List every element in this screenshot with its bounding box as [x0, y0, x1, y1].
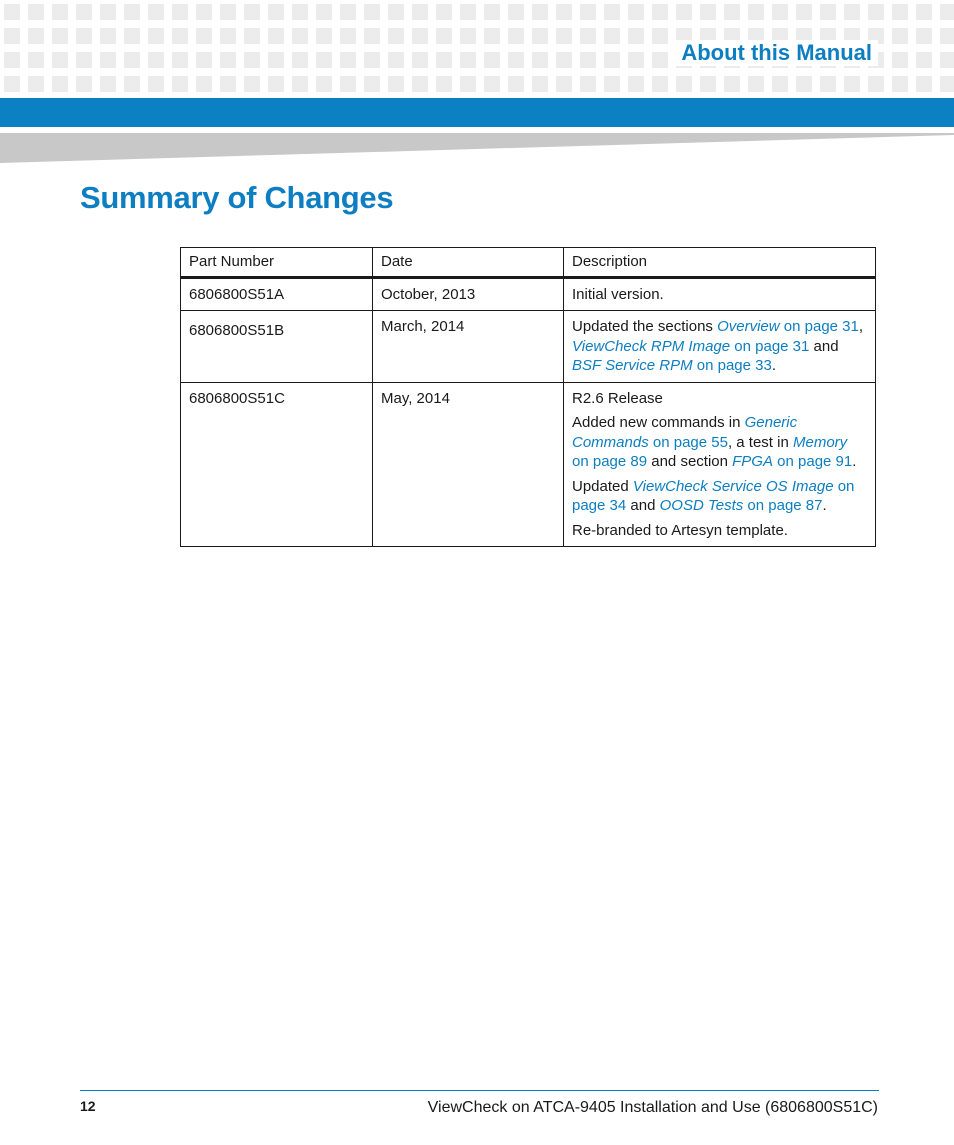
header-pattern-tile [604, 76, 620, 92]
header-pattern-tile [28, 4, 44, 20]
column-header-description: Description [564, 248, 876, 278]
header-pattern-tile [292, 4, 308, 20]
header-pattern-tile [676, 4, 692, 20]
description-text: . [852, 453, 857, 470]
table-row [181, 311, 876, 383]
header-pattern-tile [196, 28, 212, 44]
header-pattern-tile [868, 76, 884, 92]
header-pattern-tile [124, 4, 140, 20]
link-viewcheck-service-os-image[interactable]: ViewCheck Service OS Image on page 34 [572, 477, 855, 514]
header-pattern-tile [532, 4, 548, 20]
page-heading: Summary of Changes [80, 180, 394, 215]
header-pattern-tile [292, 52, 308, 68]
header-pattern-tile [4, 76, 20, 92]
header-pattern-tile [796, 76, 812, 92]
header-pattern-tile [364, 4, 380, 20]
header-pattern-tile [172, 28, 188, 44]
header-pattern-tile [604, 4, 620, 20]
header-pattern-tile [148, 76, 164, 92]
header-pattern-tile [628, 28, 644, 44]
header-pattern-tile [292, 76, 308, 92]
description-paragraph [572, 477, 867, 516]
header-pattern-tile [364, 76, 380, 92]
description-text: and [809, 337, 839, 355]
description-text: and [626, 497, 660, 514]
link-fpga[interactable]: FPGA on page 91 [732, 453, 853, 470]
header-pattern-tile [220, 4, 236, 20]
header-pattern-tile [52, 4, 68, 20]
header-pattern-tile [556, 52, 572, 68]
header-pattern-tile [460, 4, 476, 20]
header-pattern-tile [892, 76, 908, 92]
header-pattern-tile [4, 52, 20, 68]
table-header-row [181, 248, 876, 278]
header-pattern-tile [772, 4, 788, 20]
header-pattern-tile [892, 4, 908, 20]
header-pattern-tile [364, 52, 380, 68]
header-pattern-tile [484, 76, 500, 92]
description-text: Updated [572, 477, 633, 495]
header-pattern-tile [244, 28, 260, 44]
header-pattern-tile [892, 52, 908, 68]
header-pattern-tile [244, 76, 260, 92]
changes-table [180, 247, 876, 547]
description-text: , a test in [727, 433, 793, 451]
description-cell [564, 311, 876, 383]
header-pattern-tile [412, 52, 428, 68]
table-row [181, 277, 876, 311]
header-pattern-tile [196, 4, 212, 20]
header-pattern-tile [316, 4, 332, 20]
date-cell: March, 2014 [373, 311, 564, 383]
header-pattern-tile [436, 4, 452, 20]
description-cell: Initial version. [564, 277, 876, 311]
description-text: . [771, 357, 777, 374]
description-text: Updated the sections [572, 318, 718, 335]
description-paragraph: R2.6 Release [572, 389, 663, 407]
header-pattern-tile [580, 28, 596, 44]
description-paragraph: Re-branded to Artesyn template. [572, 521, 788, 539]
header-pattern-tile [76, 76, 92, 92]
header-pattern-tile [436, 52, 452, 68]
description-cell [564, 382, 876, 547]
header-pattern-tile [700, 4, 716, 20]
header-pattern-tile [244, 4, 260, 20]
header-pattern-tile [580, 4, 596, 20]
header-pattern-tile [316, 28, 332, 44]
header-pattern-tile [484, 52, 500, 68]
header-pattern-tile [508, 4, 524, 20]
header-pattern-tile [940, 28, 954, 44]
header-pattern-tile [28, 52, 44, 68]
header-pattern-tile [436, 76, 452, 92]
header-pattern-tile [556, 28, 572, 44]
description-text: Added new commands in [572, 414, 745, 431]
link-oosd-tests[interactable]: OOSD Tests on page 87 [659, 497, 823, 514]
header-pattern-tile [124, 76, 140, 92]
header-pattern-tile [724, 76, 740, 92]
header-pattern-tile [412, 76, 428, 92]
header-pattern-tile [844, 4, 860, 20]
header-pattern-tile [604, 52, 620, 68]
header-pattern-tile [604, 28, 620, 44]
description-text: and section [647, 453, 733, 470]
header-pattern-tile [220, 76, 236, 92]
header-pattern-tile [388, 4, 404, 20]
date-cell: October, 2013 [373, 277, 564, 311]
header-pattern-tile [940, 4, 954, 20]
header-pattern-tile [628, 52, 644, 68]
description-paragraph [572, 317, 867, 376]
header-pattern-tile [52, 28, 68, 44]
header-pattern-tile [52, 76, 68, 92]
column-header-date: Date [373, 248, 564, 278]
header-pattern-tile [820, 76, 836, 92]
header-pattern-tile [532, 52, 548, 68]
footer-document-title: ViewCheck on ATCA-9405 Installation and Use (6806800S51C) [427, 1099, 878, 1116]
link-generic-commands[interactable]: Generic Commands on page 55 [572, 414, 798, 451]
link-bsf-service-rpm[interactable]: BSF Service RPM on page 33 [572, 357, 772, 374]
header-pattern-tile [940, 76, 954, 92]
header-pattern-tile [868, 4, 884, 20]
header-pattern-tile [388, 28, 404, 44]
header-gray-wedge [0, 133, 954, 163]
header-pattern-tile [76, 28, 92, 44]
date-cell: May, 2014 [373, 382, 564, 547]
part-number-cell: 6806800S51A [181, 277, 373, 311]
header-pattern-tile [340, 76, 356, 92]
description-paragraph [572, 413, 867, 472]
header-pattern-tile [436, 28, 452, 44]
column-header-part-number: Part Number [181, 248, 373, 278]
header-pattern-tile [940, 52, 954, 68]
header-pattern-tile [124, 28, 140, 44]
header-pattern-tile [100, 76, 116, 92]
header-pattern-tile [316, 76, 332, 92]
header-pattern-tile [652, 76, 668, 92]
header-pattern-tile [340, 28, 356, 44]
header-pattern-tile [796, 4, 812, 20]
header-pattern-tile [220, 28, 236, 44]
header-pattern-tile [652, 52, 668, 68]
header-pattern-tile [316, 52, 332, 68]
table-row [181, 382, 876, 547]
header-pattern-tile [172, 52, 188, 68]
header-pattern-tile [556, 76, 572, 92]
header-pattern-tile [268, 4, 284, 20]
footer-rule [80, 1090, 879, 1091]
header-pattern-tile [268, 76, 284, 92]
header-pattern-tile [652, 28, 668, 44]
header-pattern-tile [916, 76, 932, 92]
header-pattern-tile [28, 76, 44, 92]
header-pattern-tile [388, 52, 404, 68]
header-pattern-tile [100, 52, 116, 68]
header-pattern-tile [508, 76, 524, 92]
header-pattern-tile [148, 28, 164, 44]
description-text: , [858, 318, 864, 335]
header-pattern-tile [76, 52, 92, 68]
header-pattern-tile [412, 4, 428, 20]
link-memory[interactable]: Memory on page 89 [572, 433, 848, 470]
header-pattern-tile [628, 4, 644, 20]
header-pattern-tile [388, 76, 404, 92]
header-pattern-tile [508, 28, 524, 44]
header-pattern-tile [700, 76, 716, 92]
header-pattern-tile [124, 52, 140, 68]
page-number: 12 [80, 1098, 96, 1114]
header-pattern-tile [244, 52, 260, 68]
header-pattern-tile [196, 76, 212, 92]
header-pattern-tile [916, 28, 932, 44]
header-pattern-tile [844, 76, 860, 92]
header-pattern-tile [340, 52, 356, 68]
header-pattern-tile [340, 4, 356, 20]
header-pattern-tile [676, 76, 692, 92]
header-pattern-tile [484, 4, 500, 20]
header-pattern-tile [460, 76, 476, 92]
header-pattern-tile [484, 28, 500, 44]
header-pattern-tile [580, 52, 596, 68]
header-pattern-tile [196, 52, 212, 68]
part-number-cell: 6806800S51C [181, 382, 373, 547]
header-pattern-tile [148, 4, 164, 20]
header-pattern-tile [892, 28, 908, 44]
header-pattern-tile [172, 4, 188, 20]
header-pattern-tile [100, 4, 116, 20]
header-pattern-tile [148, 52, 164, 68]
header-pattern-tile [580, 76, 596, 92]
header-pattern-tile [628, 76, 644, 92]
header-pattern-tile [364, 28, 380, 44]
header-pattern-tile [4, 28, 20, 44]
header-pattern-tile [748, 76, 764, 92]
part-number-cell: 6806800S51B [181, 311, 373, 383]
header-pattern-tile [532, 76, 548, 92]
header-pattern-tile [172, 76, 188, 92]
header-pattern-tile [268, 28, 284, 44]
header-pattern-tile [292, 28, 308, 44]
description-text: . [822, 497, 827, 514]
header-pattern-tile [820, 4, 836, 20]
header-pattern-tile [508, 52, 524, 68]
header-pattern-tile [748, 4, 764, 20]
header-pattern-tile [76, 4, 92, 20]
header-pattern-tile [652, 4, 668, 20]
header-pattern-tile [220, 52, 236, 68]
header-pattern-tile [4, 4, 20, 20]
header-pattern-tile [532, 28, 548, 44]
header-pattern-tile [772, 76, 788, 92]
header-pattern-tile [268, 52, 284, 68]
section-title: About this Manual [675, 40, 878, 66]
link-viewcheck-rpm-image[interactable]: ViewCheck RPM Image on page 31 [572, 337, 810, 355]
header-pattern-tile [916, 4, 932, 20]
header-blue-bar [0, 98, 954, 127]
header-pattern-tile [460, 28, 476, 44]
header-pattern-tile [412, 28, 428, 44]
header-pattern-tile [724, 4, 740, 20]
header-pattern-tile [556, 4, 572, 20]
header-pattern-tile [100, 28, 116, 44]
header-pattern-tile [28, 28, 44, 44]
header-pattern-tile [460, 52, 476, 68]
header-pattern-tile [52, 52, 68, 68]
header-pattern-tile [916, 52, 932, 68]
link-overview[interactable]: Overview on page 31 [717, 318, 859, 335]
